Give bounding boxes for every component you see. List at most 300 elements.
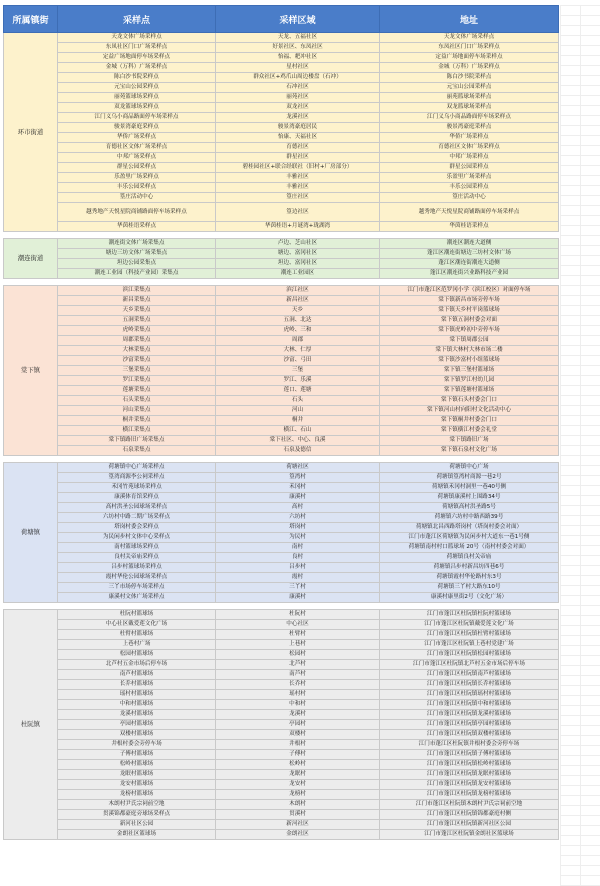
site-cell[interactable]: 天龙文体广场采样点 xyxy=(58,33,216,43)
address-cell[interactable]: 棠下镇河山村向阳村文化活动中心 xyxy=(380,406,559,416)
table-row xyxy=(4,366,559,376)
table-row xyxy=(4,750,559,760)
site-cell[interactable]: 新河社区公园 xyxy=(58,820,216,830)
address-cell[interactable]: 棠下镇天乡村平岗篮球场 xyxy=(380,306,559,316)
address-cell[interactable]: 江门市蓬江区杜阮镇瑶村村篮球场 xyxy=(380,690,559,700)
table-row xyxy=(4,630,559,640)
area-cell[interactable]: 塔岗村 xyxy=(216,523,380,533)
area-cell[interactable]: 康溪村 xyxy=(216,593,380,603)
area-cell[interactable]: 中和村 xyxy=(216,700,380,710)
town-cell-tangxia[interactable]: 棠下镇 xyxy=(4,286,58,456)
area-cell[interactable]: 北芦村 xyxy=(216,660,380,670)
address-cell[interactable]: 金城（万科）广场采样点 xyxy=(380,63,559,73)
table-row xyxy=(4,830,559,840)
area-cell[interactable]: 育德社区 xyxy=(216,143,380,153)
site-cell[interactable]: 五洞采集点 xyxy=(58,316,216,326)
address-cell[interactable]: 江门市蓬江区杜阮镇子傅村篮球场 xyxy=(380,750,559,760)
separator-cell xyxy=(4,456,559,463)
address-cell[interactable]: 蓬江区潮连街兴业路科技产业园 xyxy=(380,269,559,279)
area-cell[interactable]: 周郡 xyxy=(216,336,380,346)
area-cell[interactable]: 新河社区 xyxy=(216,820,380,830)
area-cell[interactable]: 为民村 xyxy=(216,533,380,543)
area-cell[interactable]: 星村社区 xyxy=(216,63,380,73)
site-cell[interactable]: 塔岗村委会采样点 xyxy=(58,523,216,533)
address-cell[interactable]: 江门市蓬江区杜阮镇中和村篮球场 xyxy=(380,700,559,710)
area-cell[interactable]: 滨江社区 xyxy=(216,286,380,296)
area-cell[interactable]: 龙溪村 xyxy=(216,710,380,720)
site-cell[interactable]: 大林采集点 xyxy=(58,346,216,356)
area-cell[interactable]: 石头 xyxy=(216,396,380,406)
area-cell[interactable]: 怡康、天福社区 xyxy=(216,133,380,143)
table-row xyxy=(4,203,559,222)
table-row xyxy=(4,73,559,83)
site-cell[interactable]: 莲塘采集点 xyxy=(58,386,216,396)
site-cell[interactable]: 霞村华伦公园球场采样点 xyxy=(58,573,216,583)
table-row xyxy=(4,396,559,406)
site-cell[interactable]: 华茵桂语采样点 xyxy=(58,222,216,232)
area-cell[interactable]: 上巷村 xyxy=(216,640,380,650)
table-row xyxy=(4,173,559,183)
site-cell[interactable]: 北芦村五金市场后停车场 xyxy=(58,660,216,670)
table-row xyxy=(4,660,559,670)
area-cell[interactable]: 罗江、乐溪 xyxy=(216,376,380,386)
area-cell[interactable]: 潮连工业园区 xyxy=(216,269,380,279)
address-cell[interactable]: 丽苑篮球场采样点 xyxy=(380,93,559,103)
site-cell[interactable]: 河山采集点 xyxy=(58,406,216,416)
site-cell[interactable]: 桐井采集点 xyxy=(58,416,216,426)
table-row xyxy=(4,553,559,563)
area-cell[interactable]: 骏景湾豪庭居民 xyxy=(216,123,380,133)
site-cell[interactable]: 新昌采集点 xyxy=(58,296,216,306)
table-row xyxy=(4,193,559,203)
area-cell[interactable]: 天龙、五福社区 xyxy=(216,33,380,43)
area-cell[interactable]: 河山 xyxy=(216,406,380,416)
area-cell[interactable]: 卢边、芝山社区 xyxy=(216,239,380,249)
area-cell[interactable]: 高村 xyxy=(216,503,380,513)
address-cell[interactable]: 江门市蓬江区杜阮镇木朗村尹氏宗祠前空地 xyxy=(380,800,559,810)
address-cell[interactable]: 江门市蓬江区杜阮镇杜阮村篮球场 xyxy=(380,610,559,620)
address-cell[interactable]: 荷塘镇吕步村新昌坊四巷6号 xyxy=(380,563,559,573)
address-cell[interactable]: 江门市蓬江区杜阮镇井根村委会旁停车场 xyxy=(380,740,559,750)
table-row xyxy=(4,620,559,630)
header-site[interactable]: 采样点 xyxy=(58,6,216,33)
address-cell[interactable]: 荷塘镇北昌西路塔岗村（塔岗村委会对面） xyxy=(380,523,559,533)
address-cell[interactable]: 棠下镇石泉村文化广场 xyxy=(380,446,559,456)
address-cell[interactable]: 江门市蓬江区杜阮镇金朗社区篮球场 xyxy=(380,830,559,840)
address-cell[interactable]: 蓬江区潮连街塘边三坊村文体广场 xyxy=(380,249,559,259)
table-row xyxy=(4,780,559,790)
table-body xyxy=(4,33,559,840)
site-cell[interactable]: 龙眠村篮球场 xyxy=(58,770,216,780)
site-cell[interactable]: 上巷村广场 xyxy=(58,640,216,650)
area-cell[interactable]: 长乔村 xyxy=(216,680,380,690)
group-separator xyxy=(4,456,559,463)
area-cell[interactable]: 双龙社区 xyxy=(216,103,380,113)
address-cell[interactable]: 丰乐公园采样点 xyxy=(380,183,559,193)
address-cell[interactable]: 荷塘镇禾冈村洞里一巷40号侧 xyxy=(380,483,559,493)
site-cell[interactable]: 天乡采集点 xyxy=(58,306,216,316)
site-cell[interactable]: 龙榜村篮球场 xyxy=(58,790,216,800)
site-cell[interactable]: 越秀地产天悦星院商铺路面停车场采样点 xyxy=(58,203,216,222)
area-cell[interactable]: 三堡 xyxy=(216,366,380,376)
site-cell[interactable]: 松岭村篮球场 xyxy=(58,760,216,770)
area-cell[interactable]: 石冲社区 xyxy=(216,83,380,93)
site-cell[interactable]: 元宝山公园采样点 xyxy=(58,83,216,93)
area-cell[interactable]: 怡福、耙冲社区 xyxy=(216,53,380,63)
site-cell[interactable]: 木朗村尹氏宗祠前空地 xyxy=(58,800,216,810)
address-cell[interactable]: 江门市蓬江区杜阮镇戴爱莲文化广场 xyxy=(380,620,559,630)
address-cell[interactable]: 江门义乌小商品路面停车场采样点 xyxy=(380,113,559,123)
address-cell[interactable]: 荷塘镇南村村口篮球场 20号（南村村委会对面） xyxy=(380,543,559,553)
site-cell[interactable]: 中心社区戴爱莲文化广场 xyxy=(58,620,216,630)
address-cell[interactable]: 江门市蓬江区范罗冈小学（滨江校区）对面停车场 xyxy=(380,286,559,296)
site-cell[interactable]: 康溪村文体广场采样点 xyxy=(58,593,216,603)
site-cell[interactable]: 乐盈里广场采样点 xyxy=(58,173,216,183)
site-cell[interactable]: 华侨广场采样点 xyxy=(58,133,216,143)
table-header xyxy=(4,6,559,33)
site-cell[interactable]: 篁庄活动中心 xyxy=(58,193,216,203)
address-cell[interactable]: 潮连区潮连大道侧 xyxy=(380,239,559,249)
address-cell[interactable]: 天龙文体广场采样点 xyxy=(380,33,559,43)
address-cell[interactable]: 棠下镇横江村委会礼堂 xyxy=(380,426,559,436)
site-cell[interactable]: 坦边公园采集点 xyxy=(58,259,216,269)
address-cell[interactable]: 棠下镇桐井村委会门口 xyxy=(380,416,559,426)
table-row xyxy=(4,436,559,446)
table-row xyxy=(4,503,559,513)
site-cell[interactable]: 高村洪圣公园球场采样点 xyxy=(58,503,216,513)
address-cell[interactable]: 荷塘镇霞村华伦路村东3号 xyxy=(380,573,559,583)
address-cell[interactable]: 荷塘镇高村洪圣路5号 xyxy=(380,503,559,513)
area-cell[interactable]: 龙榜村 xyxy=(216,790,380,800)
site-cell[interactable]: 中和村篮球场 xyxy=(58,700,216,710)
area-cell[interactable]: 坦边、富冈社区 xyxy=(216,259,380,269)
table-row xyxy=(4,356,559,366)
site-cell[interactable]: 群星公园采样点 xyxy=(58,163,216,173)
address-cell[interactable]: 陈白沙书院采样点 xyxy=(380,73,559,83)
area-cell[interactable]: 篁边社区 xyxy=(216,203,380,222)
table-row xyxy=(4,563,559,573)
area-cell[interactable]: 六坊村 xyxy=(216,513,380,523)
site-cell[interactable]: 井根村委会旁停车场 xyxy=(58,740,216,750)
area-cell[interactable]: 木朗村 xyxy=(216,800,380,810)
site-cell[interactable]: 杜阮村篮球场 xyxy=(58,610,216,620)
address-cell[interactable]: 荷塘镇良村关帝庙 xyxy=(380,553,559,563)
address-cell[interactable]: 元宝山公园采样点 xyxy=(380,83,559,93)
address-cell[interactable]: 棠下镇周郡公园 xyxy=(380,336,559,346)
table-row xyxy=(4,446,559,456)
site-cell[interactable]: 滨江采集点 xyxy=(58,286,216,296)
table-row xyxy=(4,523,559,533)
address-cell[interactable]: 江门市蓬江区杜阮镇北芦村五金市场后停车场 xyxy=(380,660,559,670)
table-row xyxy=(4,306,559,316)
address-cell[interactable]: 骏景湾豪庭采样点 xyxy=(380,123,559,133)
address-cell[interactable]: 群星公园采样点 xyxy=(380,163,559,173)
table-row xyxy=(4,650,559,660)
address-cell[interactable]: 定益广场地面停车场采样点 xyxy=(380,53,559,63)
site-cell[interactable]: 江门义乌小商品路面停车场采样点 xyxy=(58,113,216,123)
address-cell[interactable]: 篁庄活动中心 xyxy=(380,193,559,203)
group-separator xyxy=(4,279,559,286)
address-cell[interactable]: 华侨广场采样点 xyxy=(380,133,559,143)
header-address[interactable]: 地址 xyxy=(380,6,559,33)
site-cell[interactable]: 龙溪村篮球场 xyxy=(58,710,216,720)
area-cell[interactable]: 龙安村 xyxy=(216,780,380,790)
area-cell[interactable]: 贯溪村 xyxy=(216,810,380,820)
area-cell[interactable]: 亭园村 xyxy=(216,720,380,730)
area-cell[interactable]: 篁庄社区 xyxy=(216,193,380,203)
area-cell[interactable]: 棠下社区、中心、良溪 xyxy=(216,436,380,446)
address-cell[interactable]: 棠下镇五洞村委会对面 xyxy=(380,316,559,326)
area-cell[interactable]: 天乡 xyxy=(216,306,380,316)
site-cell[interactable]: 荷塘镇中心广场采样点 xyxy=(58,463,216,473)
header-town[interactable]: 所属镇街 xyxy=(4,6,58,33)
site-cell[interactable]: 石泉采集点 xyxy=(58,446,216,456)
address-cell[interactable]: 江门市蓬江区杜阮镇松园村篮球场 xyxy=(380,650,559,660)
town-cell-duruan[interactable]: 杜阮镇 xyxy=(4,610,58,840)
site-cell[interactable]: 子傅村篮球场 xyxy=(58,750,216,760)
site-cell[interactable]: 骏景湾豪庭采样点 xyxy=(58,123,216,133)
area-cell[interactable]: 中心社区 xyxy=(216,620,380,630)
area-cell[interactable]: 杜阮村 xyxy=(216,610,380,620)
area-cell[interactable]: 好景社区、东凤社区 xyxy=(216,43,380,53)
address-cell[interactable]: 荷塘镇六坊村中路西路39号 xyxy=(380,513,559,523)
area-cell[interactable]: 横江、石山 xyxy=(216,426,380,436)
separator-cell xyxy=(4,279,559,286)
table-row xyxy=(4,730,559,740)
site-cell[interactable]: 六坊村中路二期广场采样点 xyxy=(58,513,216,523)
area-cell[interactable]: 松岭村 xyxy=(216,760,380,770)
area-cell[interactable]: 丰雅社区 xyxy=(216,183,380,193)
area-cell[interactable]: 杜臂村 xyxy=(216,630,380,640)
table-row xyxy=(4,222,559,232)
site-cell[interactable]: 良村关帝庙采样点 xyxy=(58,553,216,563)
area-cell[interactable]: 丽苑社区 xyxy=(216,93,380,103)
site-cell[interactable]: 东凤社区门口广场采样点 xyxy=(58,43,216,53)
address-cell[interactable]: 华茵桂语采样点 xyxy=(380,222,559,232)
table-row xyxy=(4,123,559,133)
table-row xyxy=(4,286,559,296)
site-cell[interactable]: 杜臂村篮球场 xyxy=(58,630,216,640)
site-cell[interactable]: 南村篮球场采样点 xyxy=(58,543,216,553)
site-cell[interactable]: 亭园村篮球场 xyxy=(58,720,216,730)
site-cell[interactable]: 潮连街文体广场采集点 xyxy=(58,239,216,249)
site-cell[interactable]: 南芦村篮球场 xyxy=(58,670,216,680)
address-cell[interactable]: 江门市蓬江区杜阮镇亭园村篮球场 xyxy=(380,720,559,730)
table-row xyxy=(4,820,559,830)
area-cell[interactable]: 群众社区+鸡爪山周边楼盘（石冲） xyxy=(216,73,380,83)
site-cell[interactable]: 丽苑篮球场采样点 xyxy=(58,93,216,103)
site-cell[interactable]: 陈白沙书院采样点 xyxy=(58,73,216,83)
table-row xyxy=(4,239,559,249)
site-cell[interactable]: 中邦广场采样点 xyxy=(58,153,216,163)
town-cell-chaolian[interactable]: 潮连街道 xyxy=(4,239,58,279)
site-cell[interactable]: 双楼村篮球场 xyxy=(58,730,216,740)
address-cell[interactable]: 育德社区文体广场采样点 xyxy=(380,143,559,153)
site-cell[interactable]: 龙安村篮球场 xyxy=(58,780,216,790)
address-cell[interactable]: 双龙篮球场采样点 xyxy=(380,103,559,113)
address-cell[interactable]: 东凤社区门口广场采样点 xyxy=(380,43,559,53)
town-cell-hetang[interactable]: 荷塘镇 xyxy=(4,463,58,603)
area-cell[interactable]: 龙溪社区 xyxy=(216,113,380,123)
site-cell[interactable]: 贯溪锦都豪庭旁球场采样点 xyxy=(58,810,216,820)
address-cell[interactable]: 棠下镇石头村委会门口 xyxy=(380,396,559,406)
area-cell[interactable]: 南芦村 xyxy=(216,670,380,680)
address-cell[interactable]: 江门市蓬江区杜阮镇新河社区公园 xyxy=(380,820,559,830)
area-cell[interactable]: 五洞、北达 xyxy=(216,316,380,326)
address-cell[interactable]: 江门市蓬江区荷塘镇为民闲步村大道东一巷1号侧 xyxy=(380,533,559,543)
area-cell[interactable]: 群星社区 xyxy=(216,153,380,163)
area-cell[interactable]: 井根村 xyxy=(216,740,380,750)
area-cell[interactable]: 新昌社区 xyxy=(216,296,380,306)
area-cell[interactable]: 三丫村 xyxy=(216,583,380,593)
address-cell[interactable]: 江门市蓬江区杜阮镇松岭村篮球场 xyxy=(380,760,559,770)
site-cell[interactable]: 罗江采集点 xyxy=(58,376,216,386)
site-cell[interactable]: 塘边三坊文体广场采集点 xyxy=(58,249,216,259)
area-cell[interactable]: 虎岭、三和 xyxy=(216,326,380,336)
site-cell[interactable]: 育德社区文体广场采样点 xyxy=(58,143,216,153)
table-row xyxy=(4,700,559,710)
table-row xyxy=(4,593,559,603)
area-cell[interactable]: 华茵桂语+月谜湾+珑湖湾 xyxy=(216,222,380,232)
table-row xyxy=(4,720,559,730)
table-row xyxy=(4,463,559,473)
site-cell[interactable]: 周郡采集点 xyxy=(58,336,216,346)
table-row xyxy=(4,83,559,93)
address-cell[interactable]: 棠下镇新昌市场旁停车场 xyxy=(380,296,559,306)
table-row xyxy=(4,473,559,483)
table-row xyxy=(4,533,559,543)
table-row xyxy=(4,770,559,780)
site-cell[interactable]: 沙富采集点 xyxy=(58,356,216,366)
table-row xyxy=(4,103,559,113)
site-cell[interactable]: 双龙篮球场采样点 xyxy=(58,103,216,113)
address-cell[interactable]: 江门市蓬江区杜阮镇南芦村篮球场 xyxy=(380,670,559,680)
site-cell[interactable]: 三堡采集点 xyxy=(58,366,216,376)
site-cell[interactable]: 石头采集点 xyxy=(58,396,216,406)
address-cell[interactable]: 江门市蓬江区杜阮镇龙榜村篮球场 xyxy=(380,790,559,800)
area-cell[interactable]: 霞村 xyxy=(216,573,380,583)
address-cell[interactable]: 棠下镇大林村大林市场二楼 xyxy=(380,346,559,356)
address-cell[interactable]: 蓬江区潮连街潮连大道侧 xyxy=(380,259,559,269)
address-cell[interactable]: 荷塘镇三丫村大路东10号 xyxy=(380,583,559,593)
site-cell[interactable]: 为民闲步村文体中心采样点 xyxy=(58,533,216,543)
table-row xyxy=(4,249,559,259)
area-cell[interactable]: 子傅村 xyxy=(216,750,380,760)
address-cell[interactable]: 乐盈里广场采样点 xyxy=(380,173,559,183)
area-cell[interactable]: 吕步村 xyxy=(216,563,380,573)
site-cell[interactable]: 吕步村篮球场采样点 xyxy=(58,563,216,573)
area-cell[interactable]: 禾冈村 xyxy=(216,483,380,493)
address-cell[interactable]: 棠下镇罗江村幼儿园 xyxy=(380,376,559,386)
address-cell[interactable]: 棠下镇莲塘村篮球场 xyxy=(380,386,559,396)
area-cell[interactable]: 康溪村 xyxy=(216,493,380,503)
site-cell[interactable]: 康溪体育馆采样点 xyxy=(58,493,216,503)
site-cell[interactable]: 三丫市场停车场采样点 xyxy=(58,583,216,593)
table-row xyxy=(4,760,559,770)
address-cell[interactable]: 中邦广场采样点 xyxy=(380,153,559,163)
address-cell[interactable]: 江门市蓬江区杜阮镇龙溪村篮球场 xyxy=(380,710,559,720)
address-cell[interactable]: 江门市蓬江区杜阮镇龙安村篮球场 xyxy=(380,780,559,790)
site-cell[interactable]: 棠下镇路旧广场采集点 xyxy=(58,436,216,446)
header-area[interactable]: 采样区域 xyxy=(216,6,380,33)
table-row xyxy=(4,583,559,593)
table-row xyxy=(4,573,559,583)
site-cell[interactable]: 长乔村篮球场 xyxy=(58,680,216,690)
site-cell[interactable]: 虎岭采集点 xyxy=(58,326,216,336)
separator-cell xyxy=(4,603,559,610)
site-cell[interactable]: 松园村篮球场 xyxy=(58,650,216,660)
address-cell[interactable]: 棠下镇虎岭初中旁停车场 xyxy=(380,326,559,336)
table-row xyxy=(4,406,559,416)
area-cell[interactable]: 荷塘社区 xyxy=(216,463,380,473)
address-cell[interactable]: 棠下镇三堡村篮球场 xyxy=(380,366,559,376)
address-cell[interactable]: 棠下镇沙富村小组篮球场 xyxy=(380,356,559,366)
area-cell[interactable]: 龙眠村 xyxy=(216,770,380,780)
site-cell[interactable]: 金朗社区篮球场 xyxy=(58,830,216,840)
site-cell[interactable]: 潮连工业园（科技产业园）采集点 xyxy=(58,269,216,279)
area-cell[interactable]: 石泉及德信 xyxy=(216,446,380,456)
table-row xyxy=(4,740,559,750)
area-cell[interactable]: 南村 xyxy=(216,543,380,553)
table-row xyxy=(4,93,559,103)
site-cell[interactable]: 禾冈竹苑球场采样点 xyxy=(58,483,216,493)
address-cell[interactable]: 荷塘镇中心广场 xyxy=(380,463,559,473)
area-cell[interactable]: 塘边、富冈社区 xyxy=(216,249,380,259)
town-cell-huanshi[interactable]: 环市街道 xyxy=(4,33,58,232)
table-row xyxy=(4,133,559,143)
address-cell[interactable]: 越秀地产天悦星院商铺路面停车场采样点 xyxy=(380,203,559,222)
area-cell[interactable]: 瑶村村 xyxy=(216,690,380,700)
area-cell[interactable]: 碧桂园社区+联合经联社（旧村+厂房部分） xyxy=(216,163,380,173)
address-cell[interactable]: 江门市蓬江区杜阮镇上巷村党建广场 xyxy=(380,640,559,650)
area-cell[interactable]: 丰雅社区 xyxy=(216,173,380,183)
area-cell[interactable]: 良村 xyxy=(216,553,380,563)
area-cell[interactable]: 沙富、弓田 xyxy=(216,356,380,366)
address-cell[interactable]: 江门市蓬江区杜阮镇长乔村篮球场 xyxy=(380,680,559,690)
area-cell[interactable]: 双楼村 xyxy=(216,730,380,740)
area-cell[interactable]: 大林、仁厚 xyxy=(216,346,380,356)
table-row xyxy=(4,269,559,279)
site-cell[interactable]: 金城（万科）广场采样点 xyxy=(58,63,216,73)
address-cell[interactable]: 江门市蓬江区杜阮镇双楼村篮球场 xyxy=(380,730,559,740)
address-cell[interactable]: 荷塘镇康溪村上围路34号 xyxy=(380,493,559,503)
table-row xyxy=(4,183,559,193)
header-row xyxy=(4,6,559,33)
table-row xyxy=(4,426,559,436)
site-cell[interactable]: 篁湾商源李公祠采样点 xyxy=(58,473,216,483)
area-cell[interactable]: 莲口、莲塘 xyxy=(216,386,380,396)
table-row xyxy=(4,790,559,800)
site-cell[interactable]: 瑶村村篮球场 xyxy=(58,690,216,700)
site-cell[interactable]: 丰乐公园采样点 xyxy=(58,183,216,193)
table-row xyxy=(4,416,559,426)
address-cell[interactable]: 江门市蓬江区杜阮镇杜臂村篮球场 xyxy=(380,630,559,640)
area-cell[interactable]: 金朗社区 xyxy=(216,830,380,840)
table-row xyxy=(4,316,559,326)
group-separator xyxy=(4,232,559,239)
address-cell[interactable]: 荷塘镇篁湾村商源一巷2号 xyxy=(380,473,559,483)
site-cell[interactable]: 定益广场地面停车场采样点 xyxy=(58,53,216,63)
site-cell[interactable]: 横江采集点 xyxy=(58,426,216,436)
address-cell[interactable]: 康溪村康里街2号（文化广场） xyxy=(380,593,559,603)
area-cell[interactable]: 桐井 xyxy=(216,416,380,426)
address-cell[interactable]: 江门市蓬江区杜阮镇锦都豪庭村侧 xyxy=(380,810,559,820)
address-cell[interactable]: 棠下镇路旧广场 xyxy=(380,436,559,446)
address-cell[interactable]: 江门市蓬江区杜阮镇龙眠村篮球场 xyxy=(380,770,559,780)
area-cell[interactable]: 松园村 xyxy=(216,650,380,660)
area-cell[interactable]: 篁湾村 xyxy=(216,473,380,483)
table-row xyxy=(4,640,559,650)
